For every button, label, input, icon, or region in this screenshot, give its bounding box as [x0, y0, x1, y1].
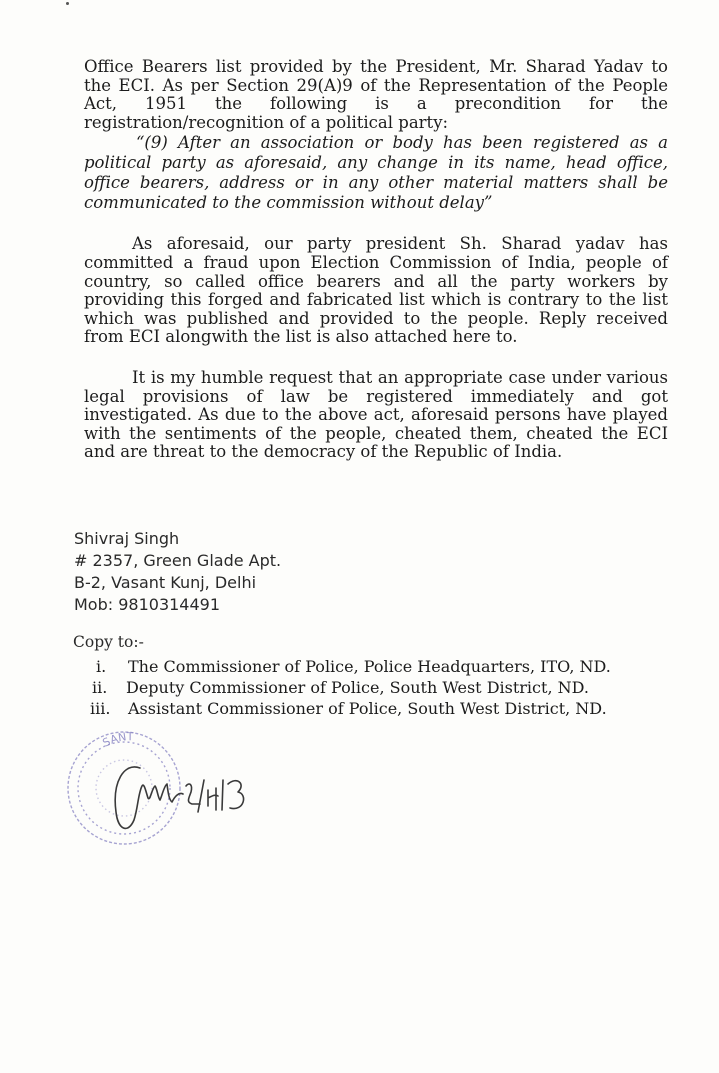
copy-item-number: iii. [90, 699, 111, 718]
stamp-and-signature [62, 722, 262, 852]
section-quote: “(9) After an association or body has been registered as a political party as aforesaid, any change in its name, head office, office bearers, address or in any other material matters shall be communicated to the commission without delay” [84, 133, 668, 213]
copy-to-label: Copy to:- [73, 633, 144, 651]
handwritten-signature-icon [115, 767, 243, 828]
copy-item-text: Assistant Commissioner of Police, South West District, ND. [128, 699, 607, 718]
letter-body [84, 58, 668, 462]
paragraph-fraud: As aforesaid, our party president Sh. Sharad yadav has committed a fraud upon Election Commission of India, people of country, so called office bearers and all the party workers by providing this forged and fabricated list which is contrary to the list which was published and provided to the people. Reply received from ECI alongwith the list is also attached here to. [84, 234, 668, 347]
copy-item-number: ii. [92, 678, 108, 697]
stamp-text: SANT [100, 730, 134, 750]
copy-item-number: i. [96, 657, 107, 676]
police-station-stamp-icon [62, 722, 262, 852]
copy-to-list [90, 656, 611, 719]
copy-item [90, 677, 611, 698]
svg-text:SANT [101, 730, 134, 749]
sender-name: Shivraj Singh [74, 529, 180, 548]
copy-item [90, 656, 611, 677]
paragraph-request: It is my humble request that an appropriate case under various legal provisions of law be registered immediately and got investigated. As due to the above act, aforesaid persons have played with the sentiments of the people, cheated them, cheated the ECI and are threat to the democracy of the Republic of India. [84, 367, 668, 462]
scan-speck [66, 2, 69, 5]
sender-block [74, 528, 281, 616]
sender-mobile: Mob: 9810314491 [74, 595, 221, 614]
copy-item [90, 698, 611, 719]
copy-item-text: The Commissioner of Police, Police Headquarters, ITO, ND. [128, 657, 611, 676]
paragraph-office-bearers: Office Bearers list provided by the President, Mr. Sharad Yadav to the ECI. As per Section 29(A)9 of the Representation of the People Act, 1951 the following is a precondition for the registration/recognition of a political party: [84, 57, 668, 132]
sender-address-line1: # 2357, Green Glade Apt. [74, 551, 282, 570]
copy-item-text: Deputy Commissioner of Police, South West District, ND. [126, 678, 589, 697]
sender-address-line2: B-2, Vasant Kunj, Delhi [74, 573, 257, 592]
